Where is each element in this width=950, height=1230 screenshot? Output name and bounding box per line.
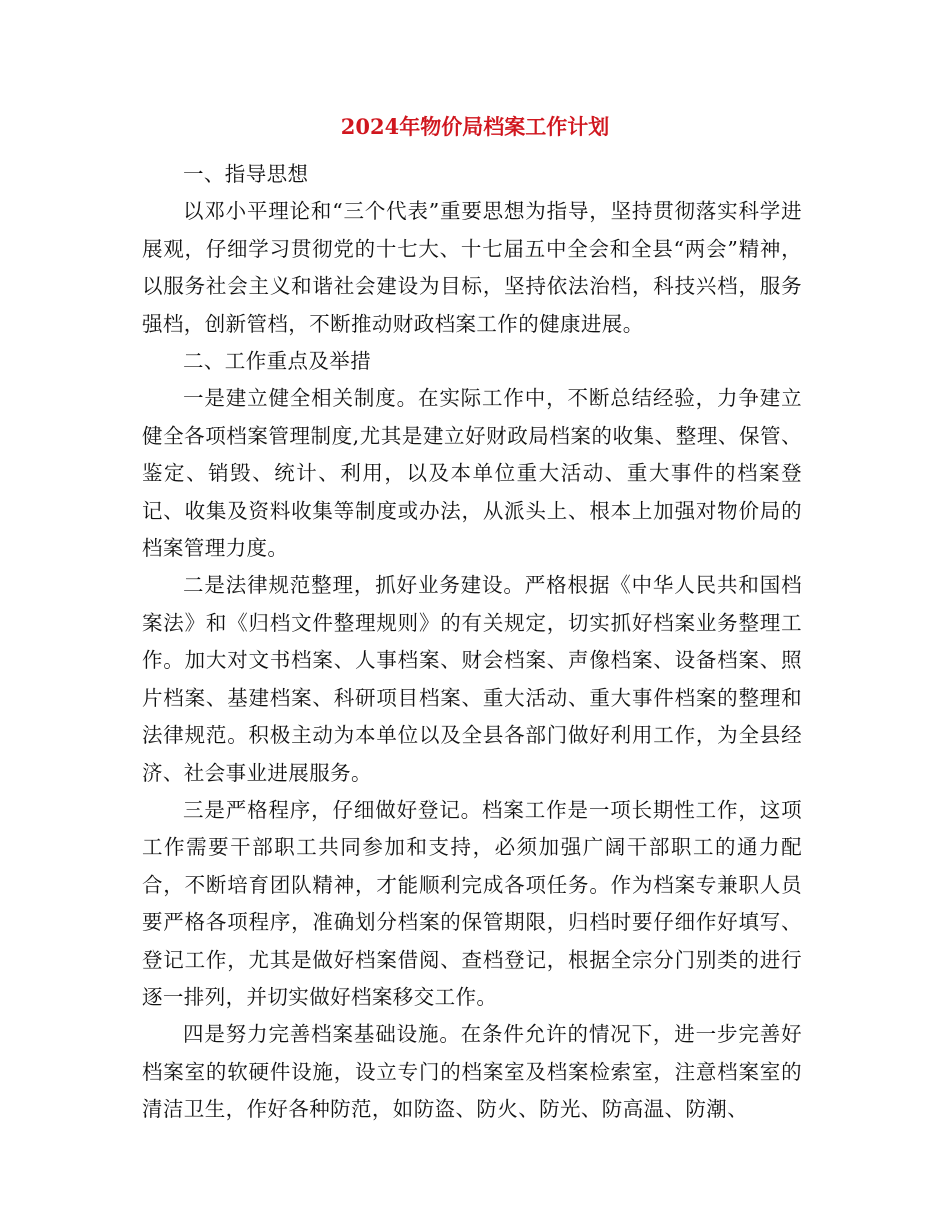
paragraph-guiding-ideology: 以邓小平理论和“三个代表”重要思想为指导，坚持贯彻落实科学进展观，仔细学习贯彻党的十七大、十七届五中全会和全县“两会”精神，以服务社会主义和谐社会建设为目标，坚持依法治档，科技兴档，服务强档，创新管档，不断推动财政档案工作的健康进展。 (142, 199, 802, 336)
document-title: 2024年物价局档案工作计划 (340, 114, 610, 139)
section-heading-guiding-ideology: 一、指导思想 (183, 162, 309, 186)
paragraph-item-3: 三是严格程序，仔细做好登记。档案工作是一项长期性工作，这项工作需要干部职工共同参加和支持，必须加强广阔干部职工的通力配合，不断培育团队精神，才能顺利完成各项任务。作为档案专兼职人员要严格各项程序，准确划分档案的保管期限，归档时要仔细作好填写、登记工作，尤其是做好档案借阅、查档登记，根据全宗分门别类的进行逐一排列，并切实做好档案移交工作。 (142, 797, 802, 1009)
paragraph-item-4: 四是努力完善档案基础设施。在条件允许的情况下，进一步完善好档案室的软硬件设施，设立专门的档案室及档案检索室，注意档案室的清洁卫生，作好各种防范，如防盗、防火、防光、防高温、防潮、 (142, 1022, 802, 1122)
document-body (142, 156, 802, 1129)
paragraph-item-2: 二是法律规范整理，抓好业务建设。严格根据《中华人民共和国档案法》和《归档文件整理规则》的有关规定，切实抓好档案业务整理工作。加大对文书档案、人事档案、财会档案、声像档案、设备档案、照片档案、基建档案、科研项目档案、重大活动、重大事件档案的整理和法律规范。积极主动为本单位以及全县各部门做好利用工作，为全县经济、社会事业进展服务。 (142, 573, 802, 785)
paragraph-item-1: 一是建立健全相关制度。在实际工作中，不断总结经验，力争建立健全各项档案管理制度,尤其是建立好财政局档案的收集、整理、保管、鉴定、销毁、统计、利用，以及本单位重大活动、重大事件的档案登记、收集及资料收集等制度或办法，从派头上、根本上加强对物价局的档案管理力度。 (142, 386, 802, 561)
section-heading-key-work: 二、工作重点及举措 (183, 349, 372, 374)
